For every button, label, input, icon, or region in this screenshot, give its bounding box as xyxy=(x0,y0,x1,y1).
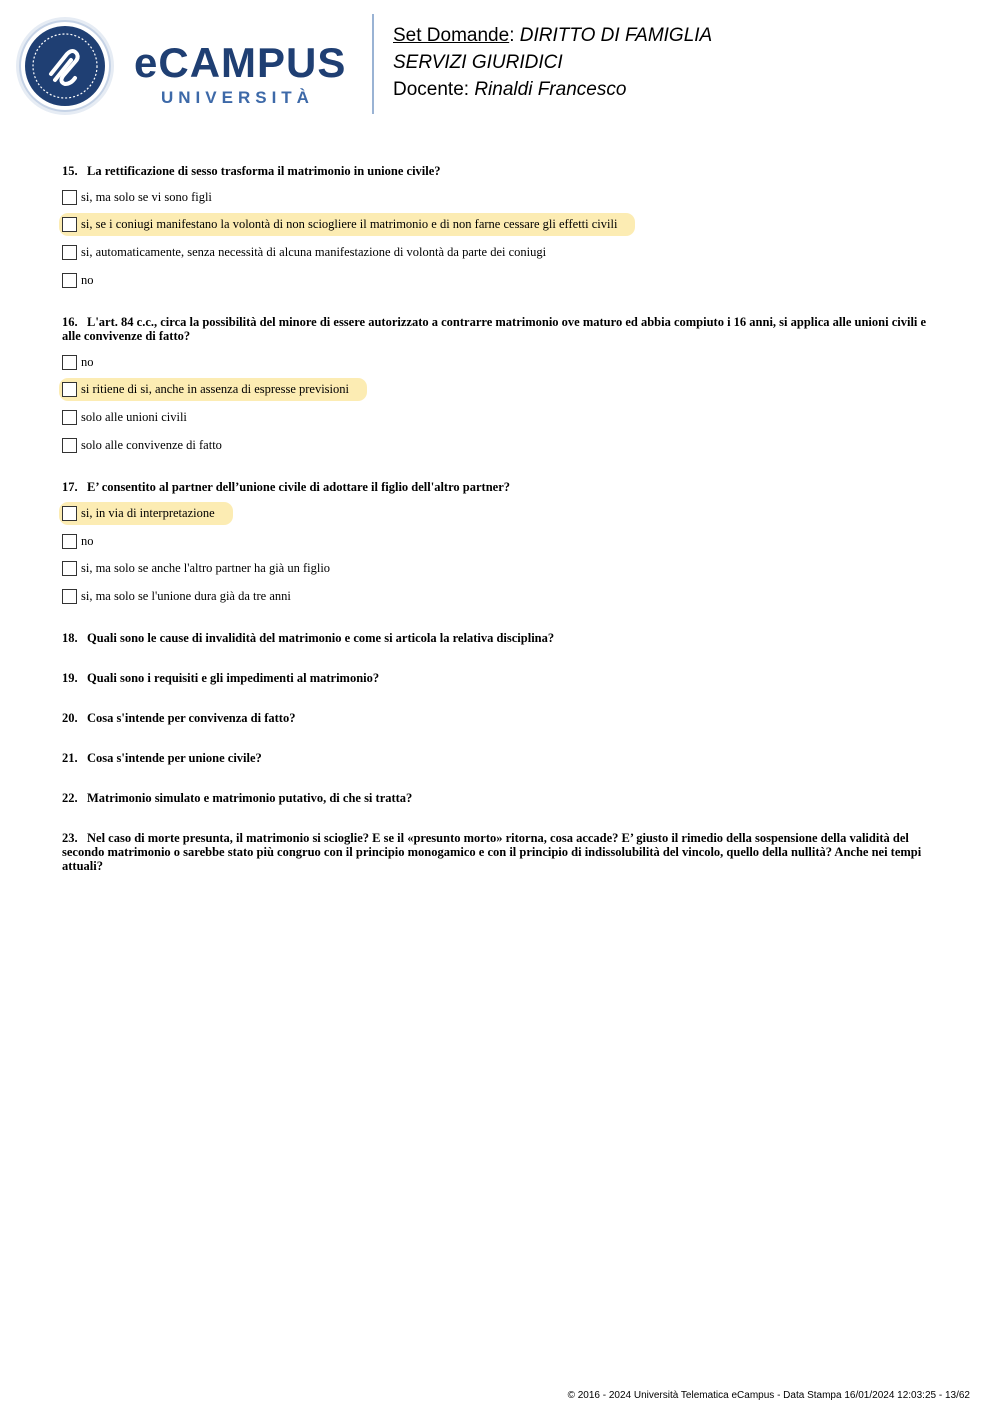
answer-option[interactable] xyxy=(62,560,330,577)
question-number: 17. xyxy=(62,480,78,494)
question-text: Quali sono i requisiti e gli impedimenti al matrimonio? xyxy=(87,671,380,685)
question-19 xyxy=(62,671,942,685)
checkbox[interactable] xyxy=(62,355,77,370)
checkbox[interactable] xyxy=(62,273,77,288)
option-label: no xyxy=(81,355,94,369)
question-number: 21. xyxy=(62,751,78,765)
question-number: 15. xyxy=(62,164,78,178)
option-label: no xyxy=(81,273,94,287)
header-divider xyxy=(372,14,374,114)
ecampus-seal-logo xyxy=(15,16,115,116)
question-17 xyxy=(62,480,942,494)
question-16 xyxy=(62,315,942,343)
option-label: si, automaticamente, senza necessità di alcuna manifestazione di volontà da parte dei coniugi xyxy=(81,245,547,259)
question-number: 23. xyxy=(62,831,78,845)
checkbox[interactable] xyxy=(62,190,77,205)
course-line xyxy=(393,49,712,76)
question-text: L'art. 84 c.c., circa la possibilità del minore di essere autorizzato a contrarre matrimonio ove maturo ed abbia compiuto i 16 anni, si applica alle unioni civili e alle convivenze di fatto? xyxy=(62,315,927,343)
checkbox[interactable] xyxy=(62,217,77,232)
answer-option-highlighted[interactable] xyxy=(62,216,617,233)
checkbox[interactable] xyxy=(62,245,77,260)
answer-option[interactable] xyxy=(62,588,291,605)
answer-option[interactable] xyxy=(62,244,546,261)
option-label: si, se i coniugi manifestano la volontà di non sciogliere il matrimonio e di non farne cessare gli effetti civili xyxy=(81,217,618,231)
page-footer: © 2016 - 2024 Università Telematica eCampus - Data Stampa 16/01/2024 12:03:25 - 13/62 xyxy=(567,1390,970,1401)
set-title-line xyxy=(393,22,712,49)
question-text: E’ consentito al partner dell’unione civile di adottare il figlio dell'altro partner? xyxy=(87,480,511,494)
set-label: Set Domande xyxy=(393,25,510,46)
answer-option[interactable] xyxy=(62,354,94,371)
answer-option[interactable] xyxy=(62,272,94,289)
question-22 xyxy=(62,791,942,805)
teacher-name: Rinaldi Francesco xyxy=(474,79,627,100)
course-name: SERVIZI GIURIDICI xyxy=(393,52,563,73)
question-number: 19. xyxy=(62,671,78,685)
question-18 xyxy=(62,631,942,645)
question-text: Cosa s'intende per convivenza di fatto? xyxy=(87,711,296,725)
option-label: solo alle unioni civili xyxy=(81,410,187,424)
question-text: Quali sono le cause di invalidità del matrimonio e come si articola la relativa disciplina? xyxy=(87,631,555,645)
option-label: si, ma solo se l'unione dura già da tre anni xyxy=(81,589,291,603)
question-number: 18. xyxy=(62,631,78,645)
answer-option[interactable] xyxy=(62,409,187,426)
option-label: si, in via di interpretazione xyxy=(81,506,215,520)
answer-option[interactable] xyxy=(62,437,222,454)
question-15 xyxy=(62,164,942,178)
question-number: 20. xyxy=(62,711,78,725)
question-20 xyxy=(62,711,942,725)
option-label: si, ma solo se anche l'altro partner ha già un figlio xyxy=(81,561,331,575)
option-label: no xyxy=(81,534,94,548)
answer-option-highlighted[interactable] xyxy=(62,381,349,398)
checkbox[interactable] xyxy=(62,534,77,549)
question-text: Matrimonio simulato e matrimonio putativo, di che si tratta? xyxy=(87,791,413,805)
question-21 xyxy=(62,751,942,765)
answer-option-highlighted[interactable] xyxy=(62,505,215,522)
brand-subtitle: UNIVERSITÀ xyxy=(161,88,314,107)
option-label: si, ma solo se vi sono figli xyxy=(81,190,212,204)
checkbox[interactable] xyxy=(62,382,77,397)
option-label: solo alle convivenze di fatto xyxy=(81,438,222,452)
question-23 xyxy=(62,831,942,873)
teacher-line xyxy=(393,76,712,103)
subject-name: DIRITTO DI FAMIGLIA xyxy=(519,25,713,46)
document-header xyxy=(393,22,712,103)
checkbox[interactable] xyxy=(62,589,77,604)
option-label: si ritiene di si, anche in assenza di espresse previsioni xyxy=(81,382,349,396)
brand-name: eCAMPUS xyxy=(134,39,347,86)
checkbox[interactable] xyxy=(62,438,77,453)
answer-option[interactable] xyxy=(62,189,212,206)
checkbox[interactable] xyxy=(62,561,77,576)
answer-option[interactable] xyxy=(62,533,94,550)
question-number: 22. xyxy=(62,791,78,805)
question-number: 16. xyxy=(62,315,78,329)
question-text: Cosa s'intende per unione civile? xyxy=(87,751,262,765)
question-text: Nel caso di morte presunta, il matrimonio si scioglie? E se il «presunto morto» ritorna, cosa accade? E’ giusto il rimedio della sospensione della validità del secondo matrimonio o sarebbe stato più congruo con il principio monogamico e con il principio di indissolubilità del vincolo, quello della nullità? Anche nei tempi attuali? xyxy=(62,831,922,873)
checkbox[interactable] xyxy=(62,506,77,521)
set-separator: : xyxy=(509,25,520,46)
ecampus-wordmark xyxy=(134,39,347,107)
checkbox[interactable] xyxy=(62,410,77,425)
teacher-label: Docente: xyxy=(393,79,475,100)
question-text: La rettificazione di sesso trasforma il matrimonio in unione civile? xyxy=(87,164,441,178)
